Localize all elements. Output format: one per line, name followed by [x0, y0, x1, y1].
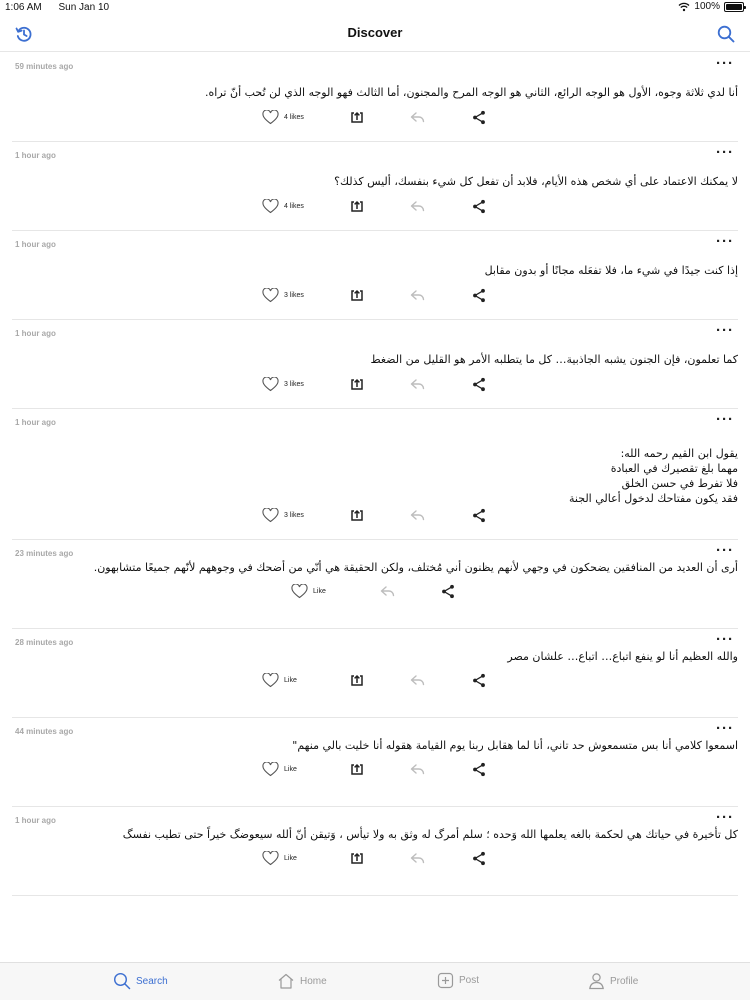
post-card [12, 629, 738, 718]
likes-count: Like [284, 676, 297, 684]
share-button[interactable] [472, 196, 486, 216]
reply-icon [410, 763, 425, 775]
tab-bar [0, 962, 750, 1000]
likes-count: 3 likes [284, 291, 304, 299]
tab-post[interactable] [437, 972, 479, 989]
reply-button[interactable] [410, 374, 425, 394]
post-timestamp: 28 minutes ago [15, 638, 74, 647]
more-options-button[interactable]: ··· [716, 720, 734, 737]
share-icon [472, 851, 486, 866]
share-button[interactable] [472, 285, 486, 305]
more-options-button[interactable]: ··· [716, 542, 734, 559]
post-card [12, 807, 738, 896]
repost-icon [350, 851, 364, 865]
repost-icon [350, 288, 364, 302]
post-card [12, 142, 738, 231]
heart-icon [262, 508, 279, 523]
repost-button[interactable] [350, 670, 364, 690]
reply-icon [410, 674, 425, 686]
more-options-button[interactable]: ··· [716, 322, 734, 339]
heart-icon [262, 288, 279, 303]
like-button[interactable] [291, 581, 326, 601]
battery-icon [724, 2, 744, 12]
post-card [12, 53, 738, 142]
like-button[interactable] [262, 374, 304, 394]
post-actions [12, 374, 738, 394]
like-button[interactable] [262, 505, 304, 525]
repost-icon [350, 199, 364, 213]
home-icon [277, 972, 295, 990]
share-button[interactable] [441, 581, 455, 601]
heart-icon [262, 199, 279, 214]
repost-icon [350, 762, 364, 776]
reply-icon [410, 200, 425, 212]
share-icon [472, 508, 486, 523]
post-text: أرى أن العديد من المنافقين يضحكون في وجهي لأنهم يظنون أني مُختلف، ولكن الحقيقة هي أنّي من أضحك في وجوههم لأنّهم جميعًا متشابهون. [93, 561, 738, 574]
like-button[interactable] [262, 196, 304, 216]
share-button[interactable] [472, 848, 486, 868]
share-button[interactable] [472, 505, 486, 525]
reply-button[interactable] [410, 848, 425, 868]
post-text: اسمعوا كلامي أنا بس متسمعوش حد تاني، أنا لما هقابل ربنا يوم القيامة هقوله أنا خليت بالي منهم" [292, 739, 738, 752]
more-options-button[interactable]: ··· [716, 411, 734, 428]
reply-button[interactable] [410, 107, 425, 127]
post-timestamp: 1 hour ago [15, 418, 56, 427]
tab-profile[interactable] [588, 972, 638, 990]
reply-button[interactable] [410, 670, 425, 690]
tab-post-label: Post [459, 975, 480, 986]
post-card [12, 540, 738, 629]
post-text: لا يمكنك الاعتماد على أي شخص هذه الأيام، فلابد أن تفعل كل شيء بنفسك، أليس كذلك؟ [334, 175, 738, 188]
heart-icon [262, 110, 279, 125]
post-text: يقول ابن القيم رحمه الله: مهما بلغ تقصيرك في العبادة فلا تفرط في حسن الخلق فقد يكون مفتاحك لدخول أعالي الجنة [569, 447, 738, 505]
like-button[interactable] [262, 848, 297, 868]
share-icon [472, 288, 486, 303]
share-button[interactable] [472, 670, 486, 690]
post-text: إذا كنت جيدًا في شيء ما، فلا تفعَله مجانًا أو بدون مقابل [484, 264, 738, 277]
share-icon [472, 673, 486, 688]
search-icon [113, 972, 131, 990]
more-options-button[interactable]: ··· [716, 144, 734, 161]
status-bar [0, 0, 750, 16]
repost-icon [350, 377, 364, 391]
reply-icon [410, 852, 425, 864]
reply-icon [380, 585, 395, 597]
reply-icon [410, 378, 425, 390]
repost-icon [350, 673, 364, 687]
post-timestamp: 23 minutes ago [15, 549, 74, 558]
share-button[interactable] [472, 759, 486, 779]
post-text: كما تعلمون، فإن الجنون يشبه الجاذبية… كل ما يتطلبه الأمر هو القليل من الضغط [370, 353, 738, 366]
reply-button[interactable] [410, 759, 425, 779]
profile-icon [588, 972, 605, 990]
more-options-button[interactable]: ··· [716, 233, 734, 250]
post-card [12, 320, 738, 409]
post-timestamp: 1 hour ago [15, 151, 56, 160]
share-button[interactable] [472, 374, 486, 394]
post-actions [12, 848, 738, 868]
heart-icon [262, 377, 279, 392]
post-text: أنا لدي ثلاثة وجوه، الأول هو الوجه الرائع، الثاني هو الوجه المرح والمجنون، أما الثالث فهو الوجه الذي لن تُحب أنّ تراه. [205, 86, 738, 99]
tab-home-label: Home [300, 975, 327, 987]
share-button[interactable] [472, 107, 486, 127]
tab-home[interactable] [277, 972, 327, 990]
status-date: Sun Jan 10 [58, 2, 110, 13]
share-icon [472, 110, 486, 125]
tab-profile-label: Profile [610, 975, 639, 987]
share-icon [472, 199, 486, 214]
wifi-icon [678, 2, 690, 12]
post-card [12, 409, 738, 540]
share-icon [441, 584, 455, 599]
reply-button[interactable] [410, 196, 425, 216]
post-timestamp: 1 hour ago [15, 240, 56, 249]
like-button[interactable] [262, 107, 304, 127]
likes-count: 3 likes [284, 380, 304, 388]
reply-button[interactable] [410, 505, 425, 525]
repost-button[interactable] [350, 107, 364, 127]
heart-icon [262, 762, 279, 777]
post-actions [12, 285, 738, 305]
feed [0, 53, 750, 896]
post-actions [12, 107, 738, 127]
likes-count: Like [284, 765, 297, 773]
navigation-bar [0, 16, 750, 52]
post-card [12, 231, 738, 320]
reply-icon [410, 509, 425, 521]
post-timestamp: 44 minutes ago [15, 727, 74, 736]
reply-icon [410, 289, 425, 301]
add-post-icon [437, 972, 454, 989]
repost-button[interactable] [350, 848, 364, 868]
likes-count: 4 likes [284, 113, 304, 121]
post-actions [12, 196, 738, 216]
more-options-button[interactable]: ··· [716, 55, 734, 72]
post-actions [12, 581, 738, 601]
heart-icon [262, 851, 279, 866]
tab-search[interactable] [113, 972, 168, 990]
page-title: Discover [347, 25, 403, 40]
reply-button[interactable] [380, 581, 395, 601]
repost-button[interactable] [350, 285, 364, 305]
status-time: 1:06 AM [5, 2, 42, 13]
post-card [12, 718, 738, 807]
post-text: كل تأخيرة في حياتك هي لحكمة بالغه يعلمها الله وَحده ؛ سلم أمرگ له وثق به ولا تيأس ، وَتيقن أنّ ألله سيعوضگ خيراً حتى تطيب نفسگ [122, 828, 738, 841]
more-options-button[interactable]: ··· [716, 631, 734, 648]
post-actions [12, 759, 738, 779]
like-button[interactable] [262, 285, 304, 305]
repost-button[interactable] [350, 196, 364, 216]
post-timestamp: 59 minutes ago [15, 62, 74, 71]
repost-button[interactable] [350, 505, 364, 525]
search-icon[interactable] [716, 24, 736, 44]
heart-icon [291, 584, 308, 599]
repost-button[interactable] [350, 759, 364, 779]
repost-button[interactable] [350, 374, 364, 394]
post-timestamp: 1 hour ago [15, 816, 56, 825]
post-text: والله العظيم أنا لو ينفع اتباع… اتباع… علشان مصر [507, 650, 738, 663]
heart-icon [262, 673, 279, 688]
post-timestamp: 1 hour ago [15, 329, 56, 338]
battery-percent: 100% [694, 1, 720, 12]
share-icon [472, 377, 486, 392]
more-options-button[interactable]: ··· [716, 809, 734, 826]
likes-count: Like [313, 587, 326, 595]
tab-search-label: Search [136, 975, 168, 987]
repost-icon [350, 508, 364, 522]
reply-icon [410, 111, 425, 123]
post-actions [12, 670, 738, 690]
likes-count: Like [284, 854, 297, 862]
post-actions [12, 505, 738, 525]
reply-button[interactable] [410, 285, 425, 305]
repost-icon [350, 110, 364, 124]
likes-count: 4 likes [284, 202, 304, 210]
share-icon [472, 762, 486, 777]
like-button[interactable] [262, 670, 297, 690]
like-button[interactable] [262, 759, 297, 779]
likes-count: 3 likes [284, 511, 304, 519]
